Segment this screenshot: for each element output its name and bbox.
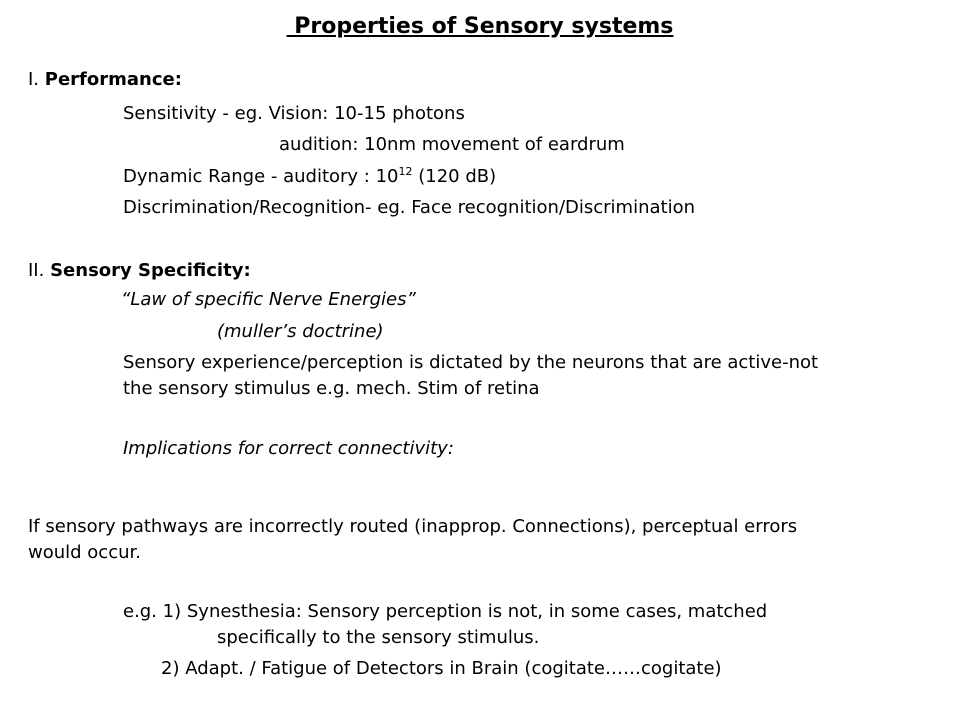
- example-2-line: 2) Adapt. / Fatigue of Detectors in Brain (cogitate……cogitate): [161, 658, 722, 679]
- dynamic-range-text: Dynamic Range - auditory : 10: [123, 166, 399, 187]
- section-2-header: [28, 257, 251, 284]
- consequence-line-1: If sensory pathways are incorrectly routed (inapprop. Connections), perceptual errors: [28, 516, 798, 537]
- section-1-heading: Performance:: [44, 69, 182, 90]
- consequence-line-2: would occur.: [28, 542, 141, 563]
- law-line: “Law of specific Nerve Energies”: [121, 289, 416, 310]
- doctrine-line: (muller’s doctrine): [217, 321, 384, 342]
- dynamic-range-line: [123, 163, 496, 190]
- implications-line: Implications for correct connectivity:: [123, 438, 454, 459]
- page-title: Properties of Sensory systems: [286, 14, 674, 39]
- section-2-numeral: II.: [28, 260, 45, 281]
- audition-line: audition: 10nm movement of eardrum: [279, 134, 625, 155]
- discrimination-line: Discrimination/Recognition- eg. Face recognition/Discrimination: [123, 197, 695, 218]
- sensitivity-line: Sensitivity - eg. Vision: 10-15 photons: [123, 103, 465, 124]
- dynamic-range-exponent: 12: [398, 165, 413, 178]
- section-1-header: [28, 66, 182, 93]
- section-2-heading: Sensory Specificity:: [50, 260, 251, 281]
- example-1-line-2: specifically to the sensory stimulus.: [217, 627, 540, 648]
- experience-line-2: the sensory stimulus e.g. mech. Stim of retina: [123, 378, 540, 399]
- example-1-line-1: e.g. 1) Synesthesia: Sensory perception is not, in some cases, matched: [123, 601, 768, 622]
- experience-line-1: Sensory experience/perception is dictated by the neurons that are active-not: [123, 352, 819, 373]
- section-1-numeral: I.: [28, 69, 40, 90]
- dynamic-range-unit: (120 dB): [412, 166, 497, 187]
